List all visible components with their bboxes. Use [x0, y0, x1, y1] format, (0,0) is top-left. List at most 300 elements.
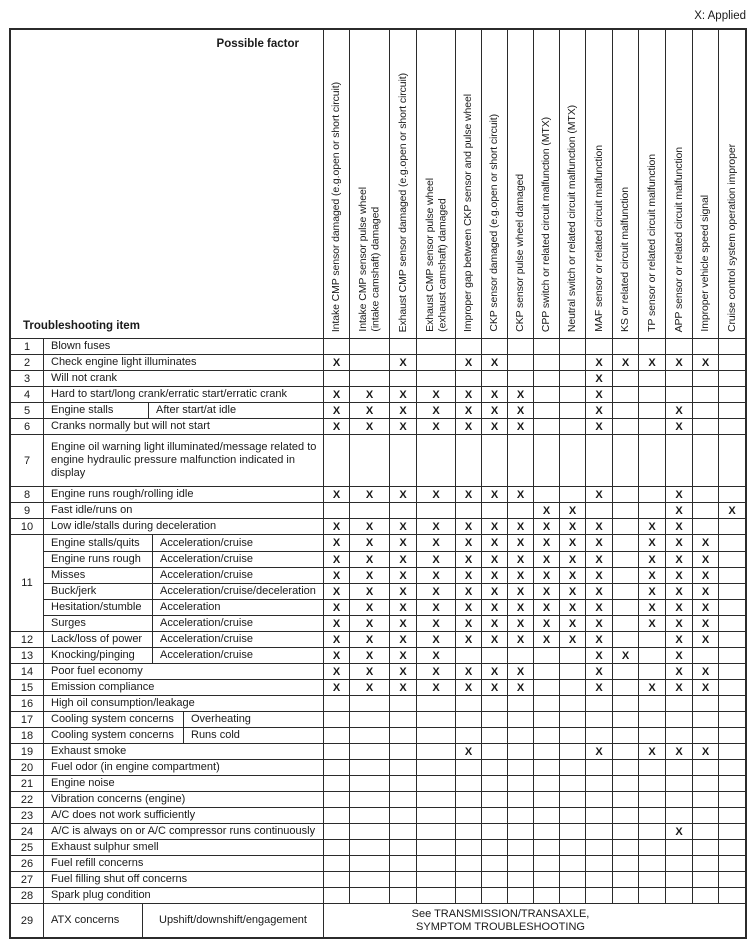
- mark-cell-empty: [612, 600, 638, 615]
- mark-cell-empty: [612, 744, 638, 759]
- mark-x: X: [585, 387, 612, 402]
- symptom-subrow: [44, 551, 745, 567]
- item-label: Exhaust sulphur smell: [51, 841, 159, 853]
- mark-cell-empty: [718, 519, 745, 534]
- row-number: 15: [11, 680, 44, 695]
- mark-cell-empty: [533, 744, 559, 759]
- mark-cell-empty: [533, 435, 559, 486]
- symptom-row: [11, 695, 745, 711]
- mark-x: X: [481, 664, 507, 679]
- mark-x: X: [638, 744, 665, 759]
- mark-cell-empty: [349, 339, 389, 354]
- item-label: Cooling system concerns: [51, 729, 174, 741]
- mark-cell-empty: [718, 584, 745, 599]
- mark-cell-empty: [585, 760, 612, 775]
- header-corner-cell: [11, 30, 323, 338]
- item-label: Emission compliance: [51, 681, 155, 693]
- mark-x: X: [389, 355, 416, 370]
- mark-cell-empty: [612, 696, 638, 711]
- item-label: Hesitation/stumble: [51, 601, 142, 613]
- mark-cell-empty: [718, 616, 745, 631]
- mark-x: X: [323, 600, 349, 615]
- mark-x: X: [533, 600, 559, 615]
- mark-cell-empty: [638, 371, 665, 386]
- mark-x: X: [665, 824, 692, 839]
- mark-x: X: [665, 648, 692, 663]
- mark-cell-empty: [323, 696, 349, 711]
- mark-x: X: [585, 664, 612, 679]
- mark-cell-empty: [692, 824, 718, 839]
- mark-x: X: [665, 744, 692, 759]
- row-number: 5: [11, 403, 44, 418]
- symptom-row: [11, 871, 745, 887]
- mark-cell-empty: [481, 712, 507, 727]
- mark-cell-empty: [389, 776, 416, 791]
- item-label: Engine runs rough/rolling idle: [51, 488, 194, 500]
- mark-x: X: [455, 600, 481, 615]
- mark-cell-empty: [507, 824, 533, 839]
- mark-cell-empty: [612, 712, 638, 727]
- mark-x: X: [585, 403, 612, 418]
- mark-cell-empty: [559, 776, 585, 791]
- symptom-row: [11, 486, 745, 502]
- mark-x: X: [416, 519, 455, 534]
- mark-cell-empty: [585, 728, 612, 743]
- condition-label: After start/at idle: [148, 403, 323, 418]
- mark-cell-empty: [349, 888, 389, 903]
- row-number: 24: [11, 824, 44, 839]
- mark-x: X: [349, 552, 389, 567]
- mark-cell-empty: [481, 503, 507, 518]
- mark-x: X: [665, 584, 692, 599]
- mark-cell-empty: [455, 648, 481, 663]
- mark-x: X: [507, 584, 533, 599]
- item-label: Knocking/pinging: [51, 649, 135, 661]
- mark-cell-empty: [559, 419, 585, 434]
- symptom-row: [11, 903, 745, 937]
- symptom-row-group: [11, 534, 745, 631]
- mark-cell-empty: [612, 487, 638, 502]
- mark-cell-empty: [389, 435, 416, 486]
- mark-cell-empty: [323, 824, 349, 839]
- mark-cell-empty: [638, 824, 665, 839]
- mark-cell-empty: [349, 696, 389, 711]
- mark-x: X: [455, 403, 481, 418]
- mark-x: X: [638, 355, 665, 370]
- mark-x: X: [455, 616, 481, 631]
- mark-x: X: [507, 616, 533, 631]
- item-label: Fast idle/runs on: [51, 504, 133, 516]
- item-label: Will not crank: [51, 372, 118, 384]
- mark-cell-empty: [665, 387, 692, 402]
- mark-x: X: [389, 616, 416, 631]
- mark-cell-empty: [718, 632, 745, 647]
- mark-x: X: [533, 616, 559, 631]
- mark-x: X: [323, 568, 349, 583]
- mark-cell-empty: [559, 371, 585, 386]
- mark-x: X: [349, 600, 389, 615]
- factor-label: MAF sensor or related circuit malfunction: [592, 145, 605, 332]
- mark-x: X: [718, 503, 745, 518]
- mark-cell-empty: [718, 371, 745, 386]
- mark-x: X: [349, 632, 389, 647]
- mark-cell-empty: [559, 339, 585, 354]
- mark-x: X: [349, 487, 389, 502]
- mark-x: X: [533, 503, 559, 518]
- symptom-row: [11, 807, 745, 823]
- mark-cell-empty: [323, 744, 349, 759]
- mark-x: X: [323, 387, 349, 402]
- mark-cell-empty: [718, 600, 745, 615]
- mark-x: X: [323, 419, 349, 434]
- mark-x: X: [455, 680, 481, 695]
- mark-x: X: [585, 355, 612, 370]
- symptom-row: [11, 647, 745, 663]
- mark-x: X: [481, 600, 507, 615]
- mark-cell-empty: [416, 712, 455, 727]
- mark-cell-empty: [507, 712, 533, 727]
- row-number: 9: [11, 503, 44, 518]
- mark-cell-empty: [389, 760, 416, 775]
- mark-x: X: [323, 616, 349, 631]
- mark-cell-empty: [455, 856, 481, 871]
- condition-label: Acceleration: [152, 600, 323, 615]
- item-label: High oil consumption/leakage: [51, 697, 195, 709]
- mark-cell-empty: [718, 535, 745, 551]
- mark-x: X: [389, 664, 416, 679]
- mark-cell-empty: [349, 792, 389, 807]
- mark-cell-empty: [507, 776, 533, 791]
- symptom-subrow: [44, 599, 745, 615]
- mark-cell-empty: [389, 696, 416, 711]
- factor-label: KS or related circuit malfunction: [619, 187, 632, 332]
- mark-cell-empty: [718, 776, 745, 791]
- mark-x: X: [559, 600, 585, 615]
- mark-x: X: [481, 387, 507, 402]
- row-number: 26: [11, 856, 44, 871]
- mark-cell-empty: [718, 856, 745, 871]
- mark-x: X: [323, 519, 349, 534]
- mark-cell-empty: [692, 888, 718, 903]
- item-label: Low idle/stalls during deceleration: [51, 520, 217, 532]
- condition-label: Acceleration/cruise: [152, 552, 323, 567]
- mark-x: X: [455, 584, 481, 599]
- mark-cell-empty: [533, 403, 559, 418]
- mark-x: X: [455, 552, 481, 567]
- mark-cell-empty: [389, 840, 416, 855]
- condition-label: Overheating: [183, 712, 323, 727]
- mark-x: X: [585, 552, 612, 567]
- mark-cell-empty: [612, 888, 638, 903]
- mark-cell-empty: [638, 776, 665, 791]
- mark-x: X: [612, 648, 638, 663]
- mark-cell-empty: [638, 760, 665, 775]
- mark-cell-empty: [638, 419, 665, 434]
- mark-cell-empty: [481, 728, 507, 743]
- factor-label: CKP sensor damaged (e.g.open or short circuit): [488, 114, 501, 332]
- condition-label: Acceleration/cruise/deceleration: [152, 584, 323, 599]
- mark-cell-empty: [638, 403, 665, 418]
- mark-x: X: [585, 519, 612, 534]
- mark-cell-empty: [507, 888, 533, 903]
- mark-cell-empty: [507, 355, 533, 370]
- mark-x: X: [349, 584, 389, 599]
- mark-cell-empty: [533, 760, 559, 775]
- mark-x: X: [416, 419, 455, 434]
- mark-cell-empty: [533, 487, 559, 502]
- mark-cell-empty: [718, 824, 745, 839]
- symptom-row: [11, 338, 745, 354]
- mark-x: X: [585, 648, 612, 663]
- mark-x: X: [559, 552, 585, 567]
- item-label: A/C is always on or A/C compressor runs continuously: [51, 825, 316, 837]
- symptom-subrow: [44, 567, 745, 583]
- mark-x: X: [665, 616, 692, 631]
- row-number: 27: [11, 872, 44, 887]
- mark-x: X: [638, 600, 665, 615]
- mark-cell-empty: [416, 888, 455, 903]
- mark-cell-empty: [349, 503, 389, 518]
- mark-cell-empty: [559, 435, 585, 486]
- factor-header-cell: [638, 30, 665, 338]
- mark-x: X: [481, 632, 507, 647]
- mark-cell-empty: [481, 872, 507, 887]
- symptom-row: [11, 759, 745, 775]
- mark-x: X: [585, 487, 612, 502]
- mark-cell-empty: [455, 872, 481, 887]
- mark-cell-empty: [559, 888, 585, 903]
- mark-cell-empty: [323, 840, 349, 855]
- mark-x: X: [612, 355, 638, 370]
- symptom-row: [11, 418, 745, 434]
- mark-cell-empty: [416, 696, 455, 711]
- mark-cell-empty: [585, 339, 612, 354]
- mark-cell-empty: [349, 371, 389, 386]
- mark-x: X: [349, 387, 389, 402]
- mark-cell-empty: [692, 792, 718, 807]
- condition-label: Acceleration/cruise: [152, 535, 323, 551]
- mark-cell-empty: [533, 776, 559, 791]
- mark-cell-empty: [718, 792, 745, 807]
- mark-x: X: [559, 584, 585, 599]
- mark-cell-empty: [585, 776, 612, 791]
- item-label: Lack/loss of power: [51, 633, 143, 645]
- mark-cell-empty: [533, 872, 559, 887]
- mark-x: X: [455, 355, 481, 370]
- row-number: 11: [11, 535, 44, 631]
- item-label: Fuel refill concerns: [51, 857, 144, 869]
- mark-x: X: [455, 487, 481, 502]
- mark-x: X: [665, 519, 692, 534]
- mark-cell-empty: [638, 503, 665, 518]
- factor-header-cell: [612, 30, 638, 338]
- mark-x: X: [323, 648, 349, 663]
- symptom-row: [11, 386, 745, 402]
- item-label: A/C does not work sufficiently: [51, 809, 196, 821]
- mark-cell-empty: [455, 824, 481, 839]
- item-label: Cranks normally but will not start: [51, 420, 210, 432]
- mark-cell-empty: [416, 824, 455, 839]
- mark-x: X: [416, 552, 455, 567]
- item-label: Misses: [51, 569, 86, 581]
- mark-x: X: [585, 632, 612, 647]
- mark-cell-empty: [638, 632, 665, 647]
- mark-x: X: [638, 616, 665, 631]
- condition-label: Acceleration/cruise: [152, 616, 323, 631]
- mark-cell-empty: [533, 808, 559, 823]
- mark-cell-empty: [585, 888, 612, 903]
- factor-header-cell: [559, 30, 585, 338]
- mark-cell-empty: [718, 664, 745, 679]
- mark-x: X: [585, 535, 612, 551]
- factor-label: CPP switch or related circuit malfunction (MTX): [540, 116, 553, 332]
- mark-cell-empty: [533, 648, 559, 663]
- symptom-row: [11, 679, 745, 695]
- factor-label: Improper gap between CKP sensor and pulse wheel: [462, 94, 475, 332]
- subrow-stack: [44, 535, 745, 631]
- mark-cell-empty: [585, 824, 612, 839]
- mark-x: X: [349, 519, 389, 534]
- mark-cell-empty: [481, 339, 507, 354]
- mark-x: X: [692, 355, 718, 370]
- factor-header-cell: [533, 30, 559, 338]
- mark-cell-empty: [665, 776, 692, 791]
- mark-cell-empty: [533, 712, 559, 727]
- table-body: [11, 338, 745, 937]
- mark-cell-empty: [718, 419, 745, 434]
- mark-x: X: [665, 503, 692, 518]
- mark-x: X: [389, 535, 416, 551]
- mark-x: X: [323, 584, 349, 599]
- mark-cell-empty: [559, 824, 585, 839]
- mark-x: X: [481, 419, 507, 434]
- mark-cell-empty: [416, 435, 455, 486]
- mark-x: X: [389, 600, 416, 615]
- mark-cell-empty: [692, 519, 718, 534]
- mark-x: X: [389, 419, 416, 434]
- mark-x: X: [665, 680, 692, 695]
- mark-x: X: [533, 632, 559, 647]
- mark-x: X: [481, 403, 507, 418]
- mark-cell-empty: [612, 632, 638, 647]
- mark-x: X: [481, 519, 507, 534]
- mark-cell-empty: [665, 872, 692, 887]
- mark-cell-empty: [533, 664, 559, 679]
- factor-header-cell: [507, 30, 533, 338]
- mark-x: X: [559, 568, 585, 583]
- mark-cell-empty: [638, 696, 665, 711]
- mark-cell-empty: [638, 728, 665, 743]
- mark-x: X: [559, 535, 585, 551]
- mark-cell-empty: [533, 728, 559, 743]
- mark-cell-empty: [416, 503, 455, 518]
- mark-cell-empty: [612, 824, 638, 839]
- symptom-row: [11, 839, 745, 855]
- row-number: 1: [11, 339, 44, 354]
- mark-x: X: [481, 568, 507, 583]
- mark-cell-empty: [559, 387, 585, 402]
- mark-x: X: [323, 355, 349, 370]
- mark-cell-empty: [612, 792, 638, 807]
- mark-x: X: [349, 419, 389, 434]
- mark-x: X: [692, 584, 718, 599]
- item-label: Engine stalls: [51, 404, 114, 416]
- mark-cell-empty: [349, 856, 389, 871]
- mark-x: X: [638, 535, 665, 551]
- mark-cell-empty: [718, 435, 745, 486]
- mark-cell-empty: [507, 792, 533, 807]
- atx-note: See TRANSMISSION/TRANSAXLE, SYMPTOM TROUBLESHOOTING: [323, 904, 745, 937]
- mark-cell-empty: [692, 387, 718, 402]
- mark-x: X: [533, 568, 559, 583]
- factor-label: Intake CMP sensor damaged (e.g.open or short circuit): [330, 81, 343, 332]
- mark-cell-empty: [638, 872, 665, 887]
- item-label: Poor fuel economy: [51, 665, 143, 677]
- mark-cell-empty: [349, 872, 389, 887]
- mark-cell-empty: [323, 776, 349, 791]
- mark-x: X: [507, 535, 533, 551]
- mark-x: X: [559, 616, 585, 631]
- mark-cell-empty: [638, 387, 665, 402]
- mark-x: X: [665, 535, 692, 551]
- mark-x: X: [481, 355, 507, 370]
- mark-cell-empty: [455, 503, 481, 518]
- item-label: Engine runs rough: [51, 553, 141, 565]
- symptom-row: [11, 370, 745, 386]
- symptom-row: [11, 631, 745, 647]
- item-label: Spark plug condition: [51, 889, 151, 901]
- symptom-subrow: [44, 583, 745, 599]
- mark-x: X: [585, 680, 612, 695]
- row-number: 19: [11, 744, 44, 759]
- factor-header-cell: [665, 30, 692, 338]
- mark-cell-empty: [533, 371, 559, 386]
- mark-cell-empty: [718, 648, 745, 663]
- factor-label: Cruise control system operation improper: [725, 144, 738, 332]
- mark-cell-empty: [416, 840, 455, 855]
- mark-cell-empty: [349, 760, 389, 775]
- mark-x: X: [416, 584, 455, 599]
- mark-cell-empty: [533, 888, 559, 903]
- mark-cell-empty: [507, 872, 533, 887]
- mark-cell-empty: [612, 419, 638, 434]
- factor-label: Exhaust CMP sensor pulse wheel (exhaust camshaft) damaged: [423, 178, 448, 332]
- mark-cell-empty: [612, 503, 638, 518]
- mark-cell-empty: [323, 339, 349, 354]
- mark-cell-empty: [612, 664, 638, 679]
- mark-x: X: [507, 387, 533, 402]
- mark-x: X: [533, 535, 559, 551]
- mark-cell-empty: [349, 728, 389, 743]
- item-label: Engine oil warning light illuminated/message related to engine hydraulic pressure malfunction indicated in display: [51, 441, 317, 479]
- symptom-row: [11, 502, 745, 518]
- mark-x: X: [389, 552, 416, 567]
- mark-cell-empty: [533, 680, 559, 695]
- mark-cell-empty: [718, 387, 745, 402]
- factor-header-cell: [416, 30, 455, 338]
- factor-label: Improper vehicle speed signal: [699, 195, 712, 332]
- mark-cell-empty: [455, 792, 481, 807]
- mark-cell-empty: [692, 503, 718, 518]
- mark-cell-empty: [692, 403, 718, 418]
- mark-x: X: [692, 552, 718, 567]
- condition-label: Runs cold: [183, 728, 323, 743]
- mark-x: X: [507, 568, 533, 583]
- mark-cell-empty: [692, 808, 718, 823]
- mark-cell-empty: [612, 872, 638, 887]
- mark-cell-empty: [612, 339, 638, 354]
- mark-x: X: [692, 568, 718, 583]
